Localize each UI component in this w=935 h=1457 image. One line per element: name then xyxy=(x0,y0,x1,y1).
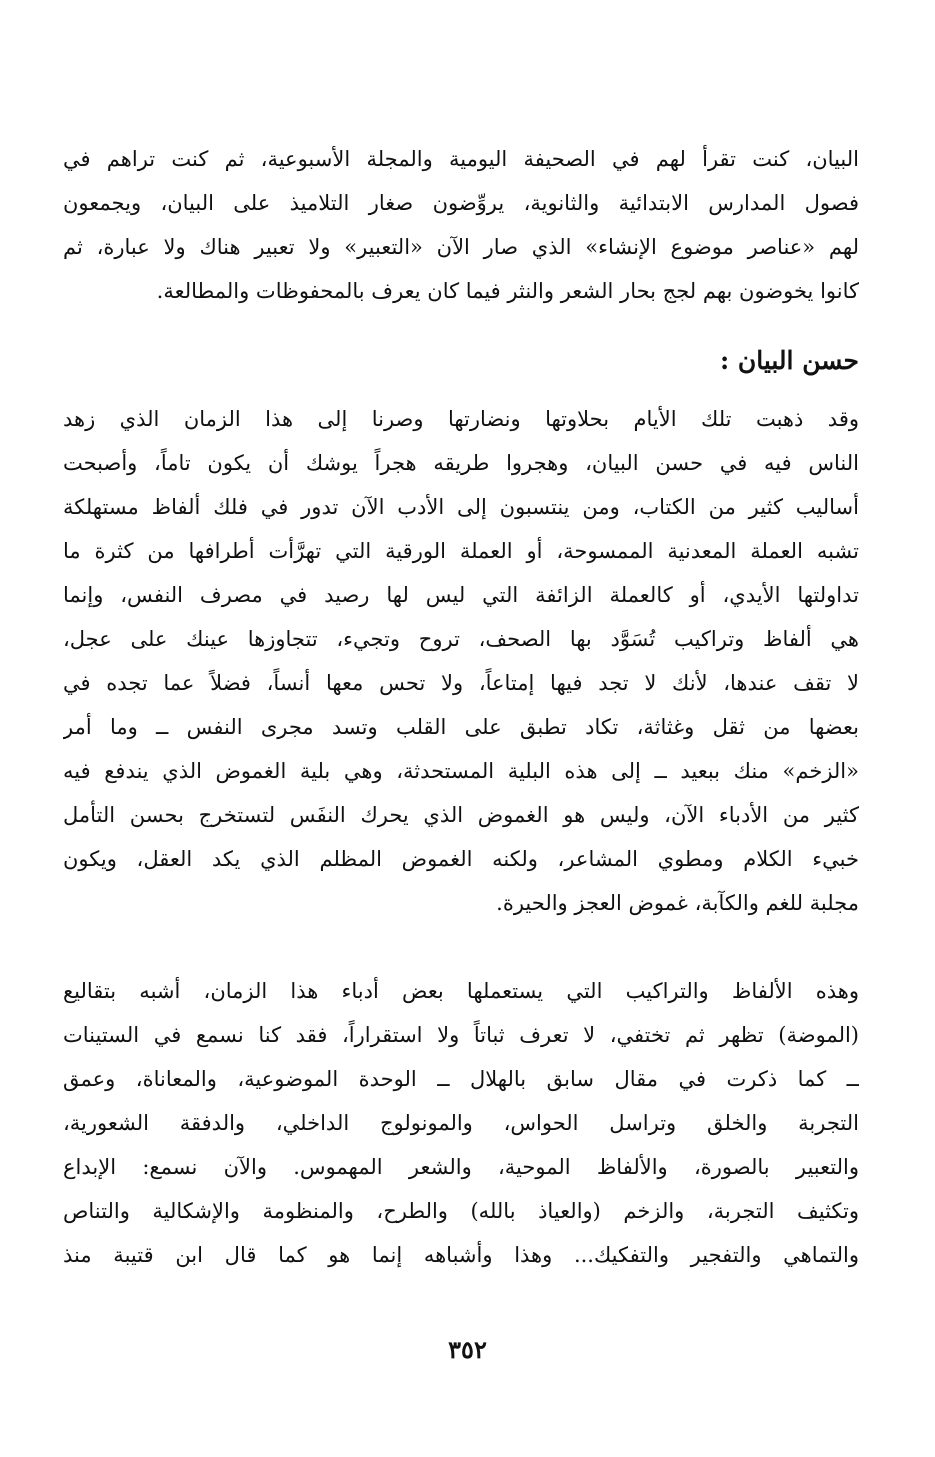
paragraph-2-line: لا تقف عندها، لأنك لا تجد فيها إمتاعاً، ولا تحس معها أنساً، فضلاً عما تجده في xyxy=(63,671,859,695)
paragraph-2-line: كثير من الأدباء الآن، وليس هو الغموض الذي يحرك النفَس لتستخرج بحسن التأمل xyxy=(63,803,859,827)
page-number: ٣٥٢ xyxy=(448,1335,487,1364)
paragraph-3-line: التجربة والخلق وتراسل الحواس، والمونولوج الداخلي، والدفقة الشعورية، xyxy=(63,1111,859,1135)
paragraph-2-line: خبيء الكلام ومطوي المشاعر، ولكنه الغموض المظلم الذي يكد العقل، ويكون xyxy=(63,847,859,871)
paragraph-2-line: الناس فيه في حسن البيان، وهجروا طريقه هجراً يوشك أن يكون تاماً، وأصبحت xyxy=(63,451,859,475)
paragraph-1-line: فصول المدارس الابتدائية والثانوية، يروِّضون صغار التلاميذ على البيان، ويجمعون xyxy=(63,191,859,215)
paragraph-1-line: البيان، كنت تقرأ لهم في الصحيفة اليومية والمجلة الأسبوعية، ثم كنت تراهم في xyxy=(63,147,859,171)
paragraph-3-line: ــ كما ذكرت في مقال سابق بالهلال ــ الوحدة الموضوعية، والمعاناة، وعمق xyxy=(63,1067,859,1091)
paragraph-2-line: بعضها من ثقل وغثاثة، تكاد تطبق على القلب وتسد مجرى النفس ــ وما أمر xyxy=(63,715,859,739)
paragraph-3-line: وهذه الألفاظ والتراكيب التي يستعملها بعض أدباء هذا الزمان، أشبه بتقاليع xyxy=(63,979,859,1003)
paragraph-1 xyxy=(63,137,859,313)
paragraph-2 xyxy=(63,397,859,925)
section-heading: حسن البيان : xyxy=(719,346,859,375)
paragraph-3-line: والتماهي والتفجير والتفكيك... وهذا وأشباهه إنما هو كما قال ابن قتيبة منذ xyxy=(63,1243,859,1267)
paragraph-2-line: تشبه العملة المعدنية الممسوحة، أو العملة الورقية التي تهرَّأت أطرافها من كثرة ما xyxy=(63,539,859,563)
paragraph-2-line: وقد ذهبت تلك الأيام بحلاوتها ونضارتها وصرنا إلى هذا الزمان الذي زهد xyxy=(63,407,859,431)
paragraph-2-line: أساليب كثير من الكتاب، ومن ينتسبون إلى الأدب الآن تدور في فلك ألفاظ مستهلكة xyxy=(63,495,859,519)
paragraph-3-line: (الموضة) تظهر ثم تختفي، لا تعرف ثباتاً ولا استقراراً، فقد كنا نسمع في الستينات xyxy=(63,1023,859,1047)
paragraph-1-line: لهم «عناصر موضوع الإنشاء» الذي صار الآن «التعبير» ولا تعبير هناك ولا عبارة، ثم xyxy=(63,235,859,259)
paragraph-2-line: «الزخم» منك ببعيد ــ إلى هذه البلية المستحدثة، وهي بلية الغموض الذي يندفع فيه xyxy=(63,759,859,783)
paragraph-3-line: وتكثيف التجربة، والزخم (والعياذ بالله) والطرح، والمنظومة والإشكالية والتناص xyxy=(63,1199,859,1223)
paragraph-1-line: كانوا يخوضون بهم لجج بحار الشعر والنثر فيما كان يعرف بالمحفوظات والمطالعة. xyxy=(156,279,859,303)
paragraph-2-line: مجلبة للغم والكآبة، غموض العجز والحيرة. xyxy=(496,891,859,915)
paragraph-3 xyxy=(63,969,859,1277)
paragraph-2-line: هي ألفاظ وتراكيب تُسَوَّد بها الصحف، تروح وتجيء، تتجاوزها عينك على عجل، xyxy=(63,627,859,651)
paragraph-2-line: تداولتها الأيدي، أو كالعملة الزائفة التي ليس لها رصيد في مصرف النفس، وإنما xyxy=(63,583,859,607)
paragraph-3-line: والتعبير بالصورة، والألفاظ الموحية، والشعر المهموس. والآن نسمع: الإبداع xyxy=(63,1155,859,1179)
